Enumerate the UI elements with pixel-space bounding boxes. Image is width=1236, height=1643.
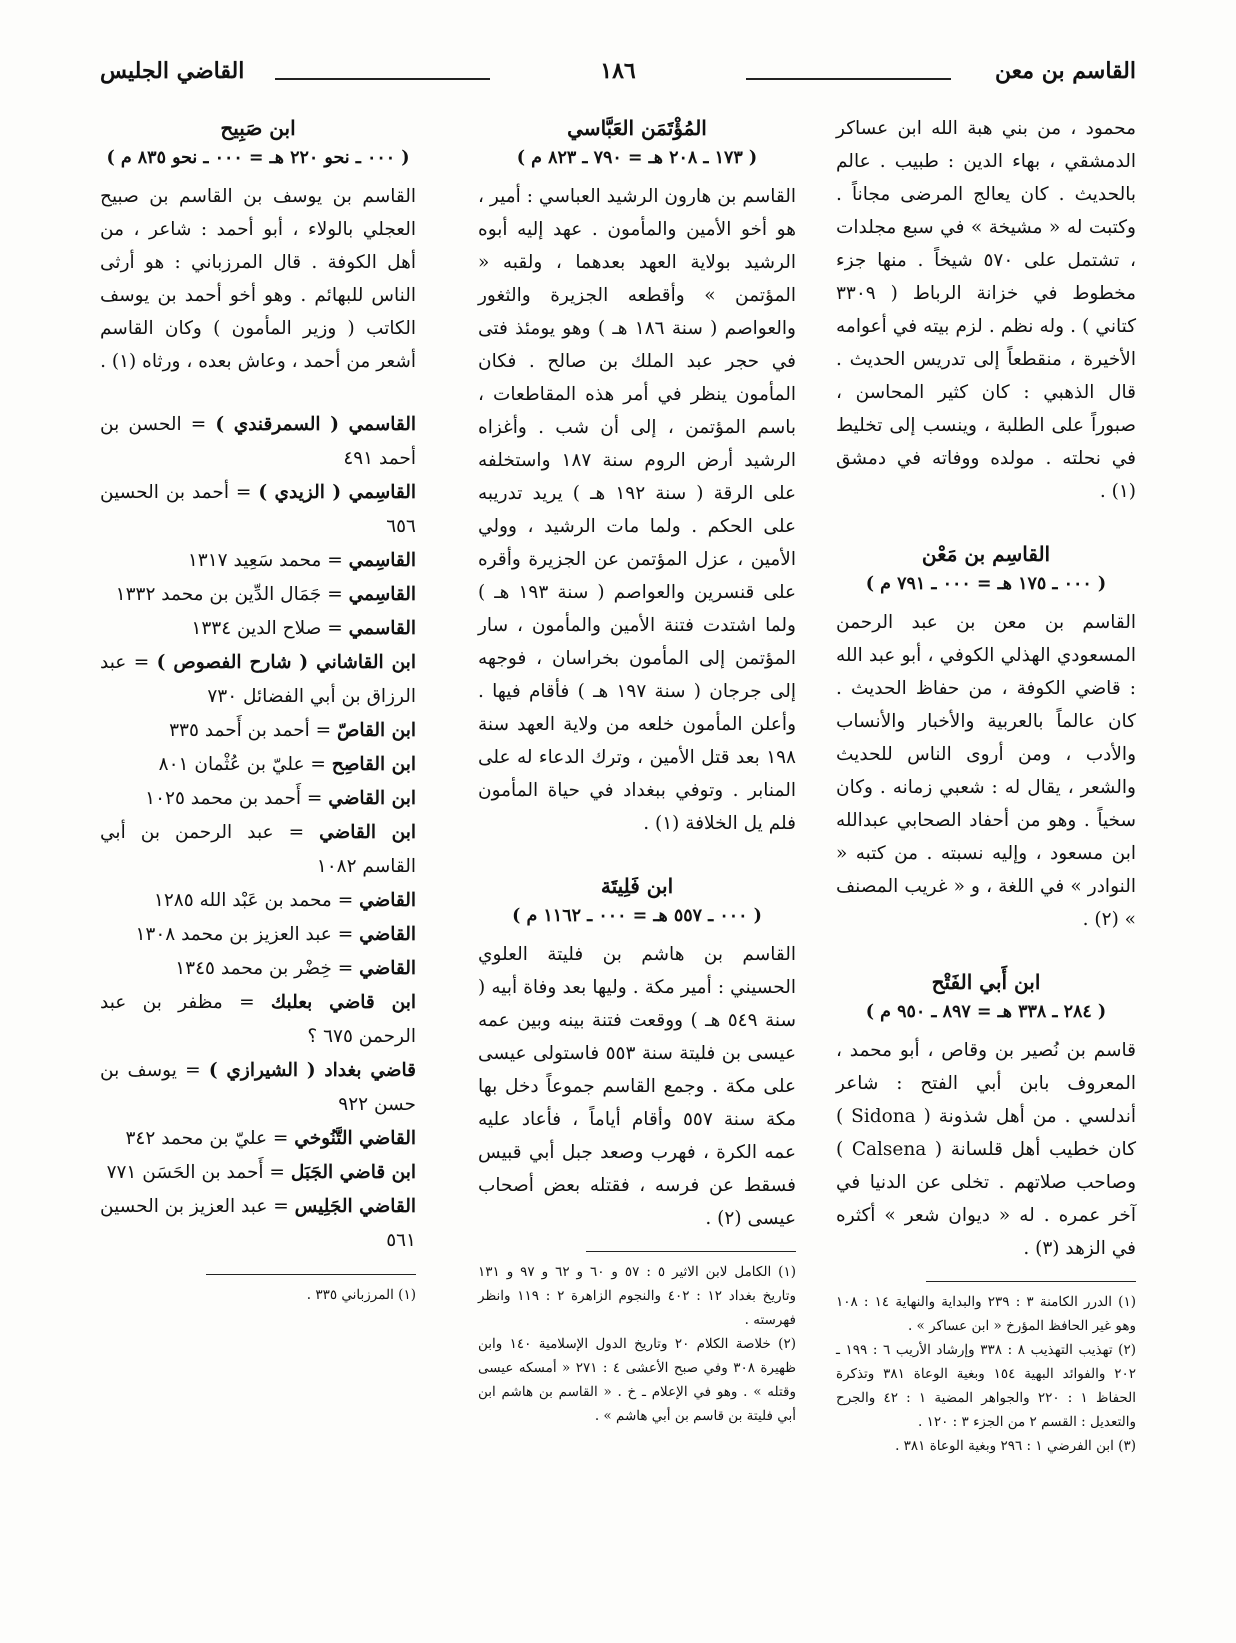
cross-reference [100,884,416,918]
xref-heading: ابن القاضي [319,822,417,843]
xref-heading: ابن القاشاني ( شارح الفصوص ) [156,652,416,673]
entry-title: ابن أَبي الفَتْح [931,970,1041,994]
xref-heading: ابن القاصِح [331,754,416,775]
entry-text: القاسم بن هارون الرشيد العباسي : أمير ، هو أخو الأمين والمأمون . عهد إليه أبوه الرشيد بولاية العهد بعدهما ، ولقبه « المؤتمن » وأقطعه الجزيرة والثغور والعواصم ( سنة ١٨٦ هـ ) وهو يومئذ فتى في حجر عبد الملك بن صالح . فكان المأمون ينظر في أمر هذه المقاطعات ، باسم المؤتمن ، إلى أن شب . وأغزاه الرشيد أرض الروم سنة ١٨٧ واستخلفه على الرقة ( سنة ١٩٢ هـ ) يريد تدريبه على الحكم . ولما مات الرشيد ، وولي الأمين ، عزل المؤتمن عن الجزيرة وأقره على قنسرين والعواصم ( سنة ١٩٣ هـ ) ولما اشتدت فتنة الأمين والمأمون ، سار المؤتمن إلى المأمون بخراسان ، فوجهه إلى جرجان ( سنة ١٩٧ هـ ) فأقام فيها . وأعلن المأمون خلعه من ولاية العهد سنة ١٩٨ بعد قتل الأمين ، وترك الدعاء له على المنابر . وتوفي ببغداد في حياة المأمون فلم يل الخلافة (١) . [478,186,796,834]
entry-text: القاسم بن يوسف بن القاسم بن صبيح العجلي بالولاء ، أبو أحمد : شاعر ، من أهل الكوفة . قال المرزباني : هو أرثى الناس للبهائم . وهو أخو أحمد بن يوسف الكاتب ( وزير المأمون ) وكان القاسم أشعر من أحمد ، وعاش بعده ، ورثاه (١) . [100,186,416,372]
cross-reference [100,1156,416,1190]
cross-reference [100,816,416,884]
column-left [100,112,416,1307]
xref-heading: القاسِمي ( الزيدي ) [258,482,416,503]
entry-title: القاسِم بن مَعْن [921,542,1051,566]
entry-title: ابن صَبِيح [220,116,296,140]
header-rule-left [275,78,490,80]
xref-target: = عبد الرزاق بن أبي الفضائل ٧٣٠ [100,652,416,707]
header-left-title: القاضي الجليس [100,58,245,84]
entry-dates: ( ٠٠٠ ـ نحو ٢٢٠ هـ = ٠٠٠ ـ نحو ٨٣٥ م ) [106,148,410,168]
entry-dates: ( ٠٠٠ ـ ٥٥٧ هـ = ٠٠٠ ـ ١١٦٢ م ) [512,906,762,926]
cross-reference [100,1190,416,1258]
footnote-separator [926,1281,1136,1282]
xref-target: = محمد سَعِيد ١٣١٧ [187,550,349,571]
xref-target: = عبد الرحمن بن أبي القاسم ١٠٨٢ [100,822,416,877]
footnote-separator [586,1251,796,1252]
xref-heading: القاسمي [348,618,416,639]
xref-target: = عليّ بن عُثْمان ٨٠١ [158,754,332,775]
column-right [836,112,1136,1458]
xref-heading: ابن قاضي الجَبَل [290,1162,416,1183]
header-right-title: القاسم بن معن [994,58,1136,84]
xref-target: = صلاح الدين ١٣٣٤ [191,618,349,639]
xref-target: = الحسن بن أحمد ٤٩١ [100,414,416,469]
xref-target: = عبد العزيز بن محمد ١٣٠٨ [135,924,360,945]
footnote: (٣) ابن الفرضي ١ : ٢٩٦ وبغية الوعاة ٣٨١ . [895,1438,1136,1454]
xref-target: = أحمد بن أَحمد ٣٣٥ [169,720,338,741]
xref-heading: القاسِمي [348,550,416,571]
footnotes [836,1290,1136,1458]
footnote: (٢) خلاصة الكلام ٢٠ وتاريخ الدول الإسلامية ١٤٠ وابن ظهيرة ٣٠٨ وفي صبح الأعشى ٤ : ٢٧١ « أمسكه عيسى وقتله » . وهو في الإعلام ـ خ . « القاسم بن هاشم ابن أبي فليتة بن قاسم بن أبي هاشم » . [478,1336,796,1424]
xref-heading: القاسمي ( السمرقندي ) [215,414,416,435]
cross-reference [100,578,416,612]
entry-dates: ( ١٧٣ ـ ٢٠٨ هـ = ٧٩٠ ـ ٨٢٣ م ) [516,148,758,168]
xref-target: = يوسف بن حسن ٩٢٢ [100,1060,416,1115]
xref-heading: ابن القاضي [328,788,416,809]
cross-reference [100,748,416,782]
entry-dates: ( ٢٨٤ ـ ٣٣٨ هـ = ٨٩٧ ـ ٩٥٠ م ) [865,1002,1107,1022]
entry-text: قاسم بن نُصير بن وقاص ، أبو محمد ، المعروف بابن أبي الفتح : شاعر أندلسي . من أهل شذونة ( Sidona ) كان خطيب أهل قلسانة ( Calsena ) وصاحب صلاتهم . تخلى عن الدنيا في آخر عمره . له « ديوان شعر » أكثره في الزهد (٣) . [836,1040,1137,1259]
xref-heading: ابن القاصّ [337,720,416,741]
cross-reference [100,782,416,816]
xref-target: = مظفر بن عبد الرحمن ٦٧٥ ؟ [100,992,416,1047]
xref-heading: القاضي [359,958,416,979]
xref-target: = عليّ بن محمد ٣٤٢ [125,1128,295,1149]
cross-reference [100,714,416,748]
xref-target: = عبد العزيز بن الحسين ٥٦١ [100,1196,416,1251]
footnotes [100,1283,416,1307]
footnote-separator [206,1274,416,1275]
cross-reference-list [100,408,416,1258]
cross-reference [100,1054,416,1122]
cross-reference [100,476,416,544]
footnote: (٢) تهذيب التهذيب ٨ : ٣٣٨ وإرشاد الأريب ٦ : ١٩٩ ـ ٢٠٢ والفوائد البهية ١٥٤ وبغية الوعاة ٣٨١ وتذكرة الحفاظ ١ : ٢٢٠ والجواهر المضية ١ : ٤٢ والجرح والتعديل : القسم ٢ من الجزء ٣ : ١٢٠ . [836,1342,1136,1430]
continued-entry-text: محمود ، من بني هبة الله ابن عساكر الدمشقي ، بهاء الدين : طبيب . عالم بالحديث . كان يعالج المرضى مجاناً . وكتبت له « مشيخة » في سبع مجلدات ، تشتمل على ٥٧٠ شيخاً . منها جزء مخطوط في خزانة الرباط ( ٣٣٠٩ كتاني ) . وله نظم . لزم بيته في أعوامه الأخيرة ، منقطعاً إلى تدريس الحديث . قال الذهبي : كان كثير المحاسن ، صبوراً على الطلبة ، وينسب إلى تخليط في نحلته . مولده ووفاته في دمشق (١) . [836,118,1136,502]
xref-target: = أَحمد بن محمد ١٠٢٥ [145,788,329,809]
cross-reference [100,646,416,714]
column-middle [478,112,796,1428]
xref-target: = جَمَال الدِّين بن محمد ١٣٣٢ [115,584,349,605]
entry-title: ابن فَلِيتَة [600,874,674,898]
entry-text: القاسم بن معن بن عبد الرحمن المسعودي الهذلي الكوفي ، أبو عبد الله : قاضي الكوفة ، من حفاظ الحديث . كان عالماً بالعربية والأخبار والأنساب والأدب ، ومن أروى الناس للحديث والشعر ، يقال له : شعبي زمانه . وكان سخياً . وهو من أحفاد الصحابي عبدالله ابن مسعود ، وإليه نسبته . من كتبه « النوادر » في اللغة ، و « غريب المصنف » (٢) . [836,612,1136,930]
cross-reference [100,986,416,1054]
xref-heading: قاضي بغداد ( الشيرازي ) [208,1060,416,1081]
footnote: (١) الدرر الكامنة ٣ : ٢٣٩ والبداية والنهاية ١٤ : ١٠٨ وهو غير الحافظ المؤرخ « ابن عساكر » . [836,1294,1136,1334]
xref-heading: القاضي التَّنُوخي [294,1128,416,1149]
xref-heading: القاضي الجَلِيس [294,1196,416,1217]
page-number: ١٨٦ [600,58,636,84]
footnotes [478,1260,796,1428]
footnote: (١) الكامل لابن الاثير ٥ : ٥٧ و ٦٠ و ٦٢ و ٩٧ و ١٣١ وتاريخ بغداد ١٢ : ٤٠٢ والنجوم الزاهرة ٢ : ١١٩ وانظر فهرسته . [478,1264,796,1328]
footnote: (١) المرزباني ٣٣٥ . [306,1287,416,1303]
xref-target: = خِضْر بن محمد ١٣٤٥ [175,958,360,979]
xref-heading: ابن قاضي بعلبك [270,992,416,1013]
cross-reference [100,544,416,578]
xref-heading: القاضي [359,924,416,945]
cross-reference [100,1122,416,1156]
cross-reference [100,408,416,476]
cross-reference [100,918,416,952]
cross-reference [100,612,416,646]
xref-target: = أحمد بن الحسين ٦٥٦ [100,482,416,537]
xref-heading: القاضي [359,890,416,911]
entry-dates: ( ٠٠٠ ـ ١٧٥ هـ = ٠٠٠ ـ ٧٩١ م ) [865,574,1107,594]
xref-target: = أَحمد بن الحَسَن ٧٧١ [106,1162,291,1183]
entry-title: المُؤْتَمَن العَبَّاسي [567,116,707,140]
cross-reference [100,952,416,986]
xref-heading: القاسِمي [348,584,416,605]
running-header [100,58,1136,94]
entry-text: القاسم بن هاشم بن فليتة العلوي الحسيني : أمير مكة . وليها بعد وفاة أبيه ( سنة ٥٤٩ هـ ) ووقعت فتنة بينه وبين عمه عيسى بن فليتة سنة ٥٥٣ فاستولى عيسى على مكة . وجمع القاسم جموعاً دخل بها مكة سنة ٥٥٧ وأقام أياماً ، فأعاد عليه عمه الكرة ، فهرب وصعد جبل أبي قبيس فسقط عن فرسه ، فقتله بعض أصحاب عيسى (٢) . [478,944,797,1229]
xref-target: = محمد بن عَبْد الله ١٢٨٥ [153,890,360,911]
